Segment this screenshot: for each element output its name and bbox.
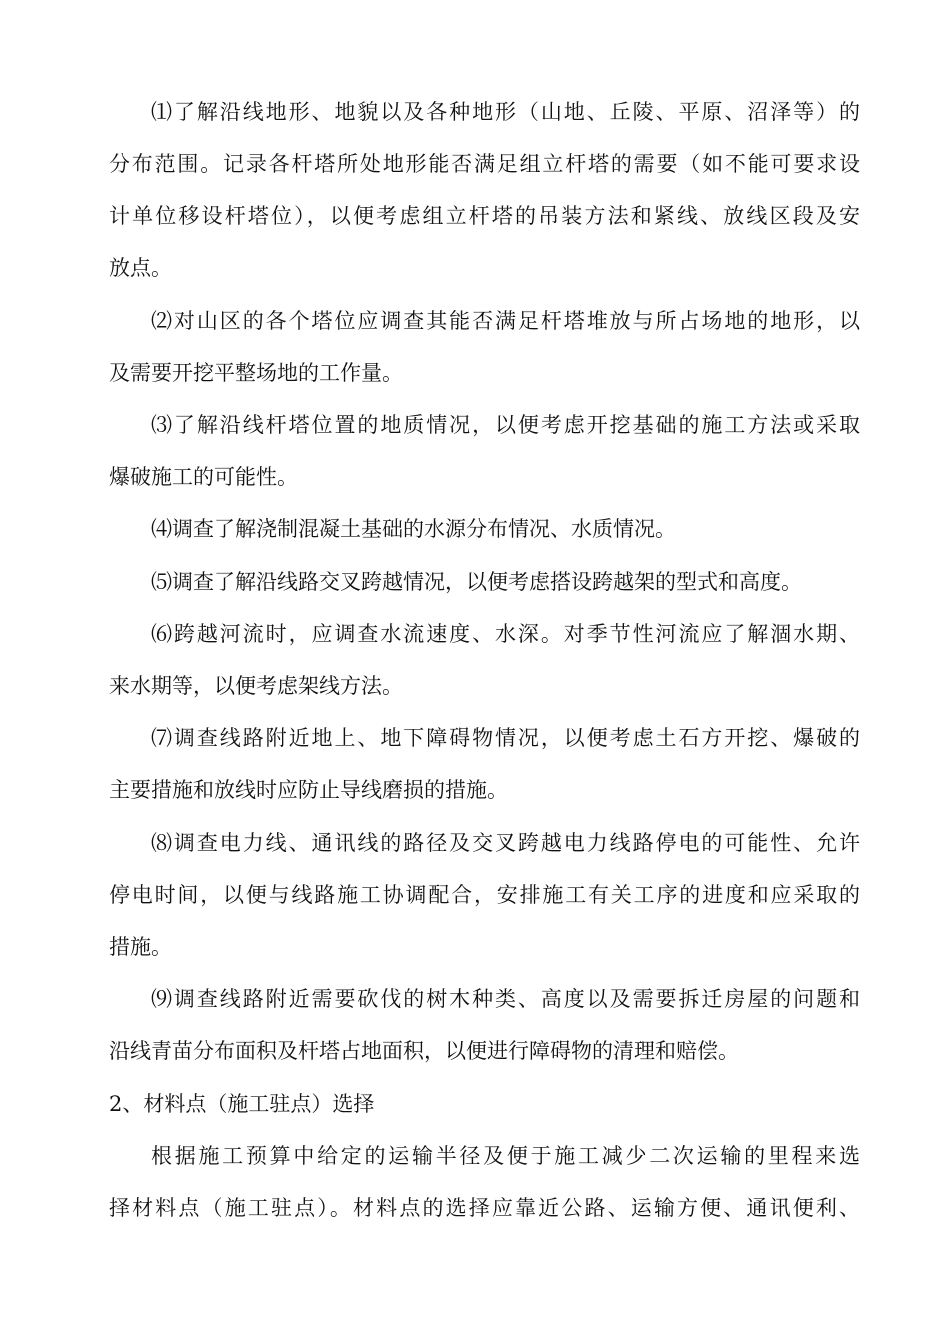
text-line: 根据施工预算中给定的运输半径及便于施工减少二次运输的里程来选 xyxy=(151,1144,860,1168)
text-line: 主要措施和放线时应防止导线磨损的措施。 xyxy=(109,778,508,802)
text-line: ⑷调查了解浇制混凝土基础的水源分布情况、水质情况。 xyxy=(151,517,676,541)
text-line: ⑸调查了解沿线路交叉跨越情况，以便考虑搭设跨越架的型式和高度。 xyxy=(151,570,802,594)
text-line: ⑹跨越河流时，应调查水流速度、水深。对季节性河流应了解涸水期、 xyxy=(151,622,860,646)
text-line: ⑶了解沿线杆塔位置的地质情况，以便考虑开挖基础的施工方法或采取 xyxy=(151,413,860,437)
text-line: ⑵对山区的各个塔位应调查其能否满足杆塔堆放与所占场地的地形，以 xyxy=(151,309,860,333)
text-line: ⑴了解沿线地形、地貌以及各种地形（山地、丘陵、平原、沼泽等）的 xyxy=(151,100,860,124)
text-line: 及需要开挖平整场地的工作量。 xyxy=(109,361,403,385)
text-line: ⑺调查线路附近地上、地下障碍物情况，以便考虑土石方开挖、爆破的 xyxy=(151,726,860,750)
text-line: 择材料点（施工驻点）。材料点的选择应靠近公路、运输方便、通讯便利、 xyxy=(109,1196,860,1220)
text-line: 分布范围。记录各杆塔所处地形能否满足组立杆塔的需要（如不能可要求设 xyxy=(109,152,860,176)
text-line: 来水期等，以便考虑架线方法。 xyxy=(109,674,403,698)
text-line: 放点。 xyxy=(109,256,172,280)
heading-text: 2、材料点（施工驻点）选择 xyxy=(109,1092,375,1116)
text-line: ⑻调查电力线、通讯线的路径及交叉跨越电力线路停电的可能性、允许 xyxy=(151,831,860,855)
text-line: 停电时间，以便与线路施工协调配合，安排施工有关工序的进度和应采取的 xyxy=(109,883,860,907)
text-line: 计单位移设杆塔位），以便考虑组立杆塔的吊装方法和紧线、放线区段及安 xyxy=(109,204,860,228)
text-line: ⑼调查线路附近需要砍伐的树木种类、高度以及需要拆迁房屋的问题和 xyxy=(151,987,860,1011)
text-line: 措施。 xyxy=(109,935,172,959)
text-line: 爆破施工的可能性。 xyxy=(109,465,298,489)
text-line: 沿线青苗分布面积及杆塔占地面积，以便进行障碍物的清理和赔偿。 xyxy=(109,1039,739,1063)
